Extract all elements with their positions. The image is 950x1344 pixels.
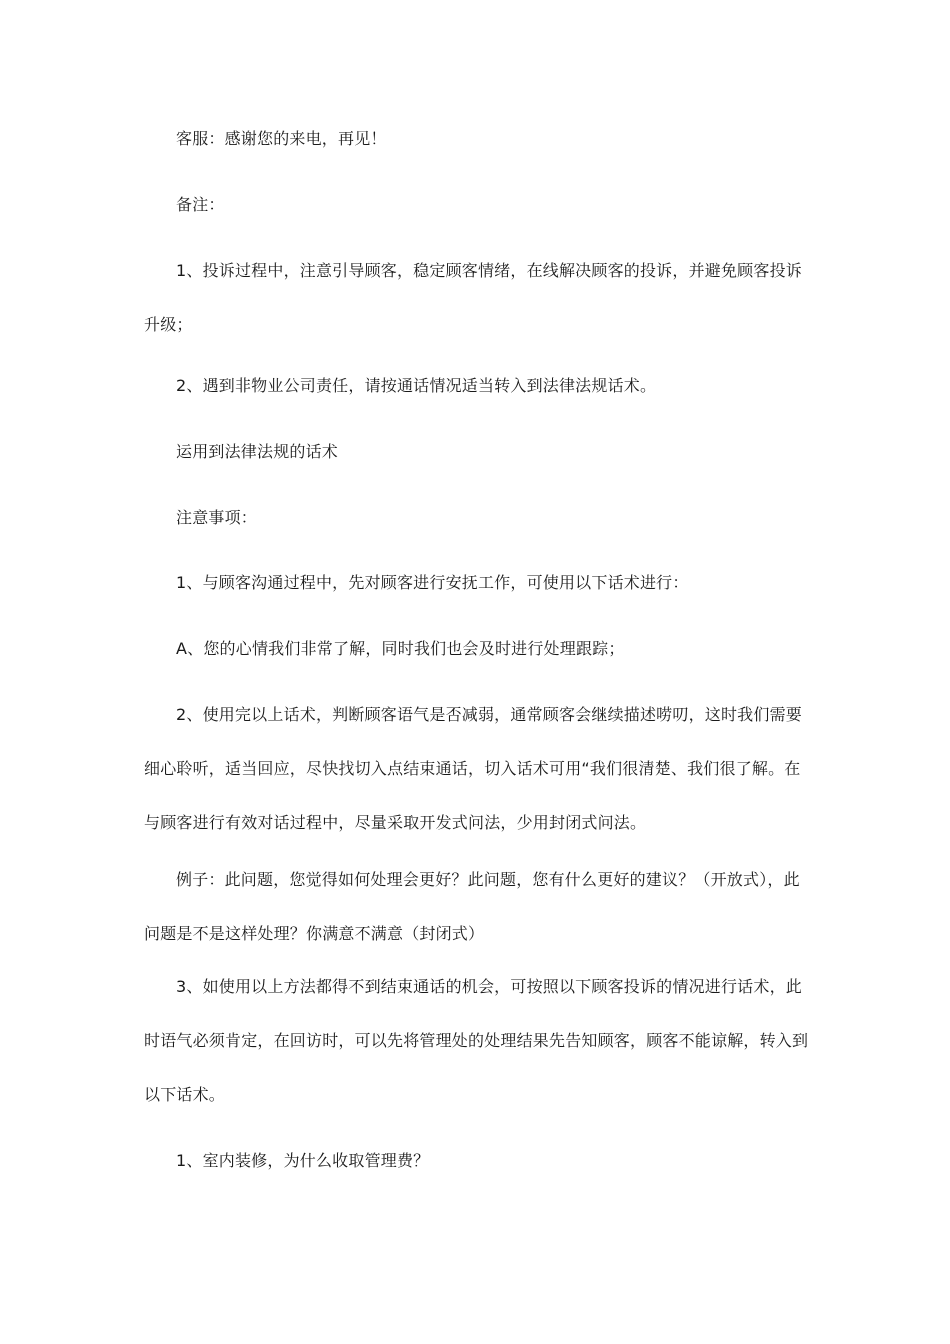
paragraph-note-2: 2、遇到非物业公司责任，请按通话情况适当转入到法律法规话术。 — [176, 376, 657, 395]
paragraph-notes-heading: 备注： — [176, 195, 225, 214]
paragraph-note-1: 1、投诉过程中，注意引导顾客，稳定顾客情绪，在线解决顾客的投诉，并避免顾客投诉升级； — [144, 261, 802, 334]
paragraph-step-1: 1、与顾客沟通过程中，先对顾客进行安抚工作，可使用以下话术进行： — [176, 573, 689, 592]
paragraph-step-2: 2、使用完以上话术，判断顾客语气是否减弱，通常顾客会继续描述唠叨，这时我们需要细心聆听，适当回应，尽快找切入点结束通话，切入话术可用“我们很清楚、我们很了解。在与顾客进行有效对话过程中，尽量采取开发式问法，少用封闭式问法。 — [144, 705, 802, 832]
paragraph-attention-heading: 注意事项： — [176, 508, 258, 527]
paragraph-example: 例子：此问题，您觉得如何处理会更好？此问题，您有什么更好的建议？（开放式），此问题是不是这样处理？你满意不满意（封闭式） — [144, 870, 800, 943]
paragraph-farewell: 客服：感谢您的来电，再见！ — [176, 129, 387, 148]
paragraph-step-3: 3、如使用以上方法都得不到结束通话的机会，可按照以下顾客投诉的情况进行话术，此时语气必须肯定，在回访时，可以先将管理处的处理结果先告知顾客，顾客不能谅解，转入到以下话术。 — [144, 977, 809, 1104]
paragraph-case-1: 1、室内装修，为什么收取管理费？ — [176, 1151, 430, 1170]
paragraph-script-a: A、您的心情我们非常了解，同时我们也会及时进行处理跟踪； — [176, 639, 625, 658]
paragraph-legal-heading: 运用到法律法规的话术 — [176, 442, 339, 461]
